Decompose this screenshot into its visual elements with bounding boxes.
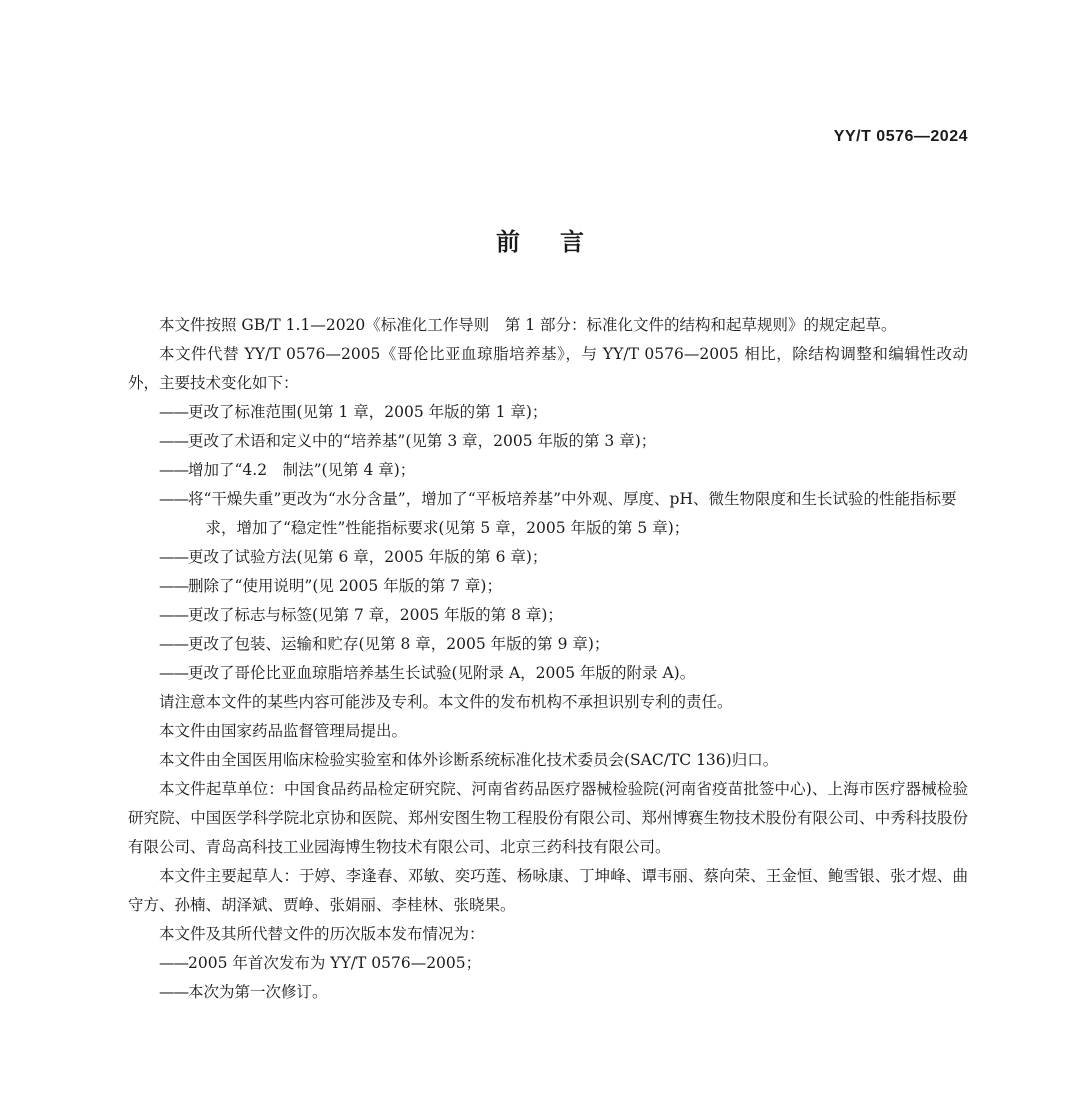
paragraph: 请注意本文件的某些内容可能涉及专利。本文件的发布机构不承担识别专利的责任。 xyxy=(159,693,733,711)
dash-marker: —— xyxy=(159,577,188,595)
change-list-item-text: 更改了试验方法(见第 6 章，2005 年版的第 6 章)； xyxy=(188,548,548,566)
page-title: 前言 xyxy=(496,228,624,256)
change-list-item-text: 增加了“4.2 制法”(见第 4 章)； xyxy=(188,461,416,479)
history-list-item xyxy=(128,949,968,978)
change-list-item xyxy=(128,572,968,601)
history-list-item-text: 本次为第一次修订。 xyxy=(188,983,328,1001)
change-list-item xyxy=(128,456,968,485)
paragraph: 本文件及其所代替文件的历次版本发布情况为： xyxy=(159,925,485,943)
change-list-item-text: 更改了哥伦比亚血琼脂培养基生长试验(见附录 A，2005 年版的附录 A)。 xyxy=(188,664,696,682)
change-list-item xyxy=(128,485,968,543)
dash-marker: —— xyxy=(159,983,188,1001)
change-list-item-text: 删除了“使用说明”(见 2005 年版的第 7 章)； xyxy=(188,577,502,595)
document-body xyxy=(128,311,968,1007)
change-list-item xyxy=(128,659,968,688)
change-list-item-text: 更改了标志与标签(见第 7 章，2005 年版的第 8 章)； xyxy=(188,606,563,624)
change-list-item xyxy=(128,630,968,659)
change-list-item-text: 更改了术语和定义中的“培养基”(见第 3 章，2005 年版的第 3 章)； xyxy=(188,432,657,450)
standard-code: YY/T 0576—2024 xyxy=(833,128,968,145)
dash-marker: —— xyxy=(159,490,188,508)
change-list-item-text: 更改了标准范围(见第 1 章，2005 年版的第 1 章)； xyxy=(188,403,548,421)
dash-marker: —— xyxy=(159,432,188,450)
dash-marker: —— xyxy=(159,461,188,479)
change-list-item xyxy=(128,543,968,572)
history-list-item xyxy=(128,978,968,1007)
paragraph: 本文件由全国医用临床检验实验室和体外诊断系统标准化技术委员会(SAC/TC 136)归口。 xyxy=(159,751,779,769)
dash-marker: —— xyxy=(159,548,188,566)
dash-marker: —— xyxy=(159,664,188,682)
paragraph: 本文件起草单位：中国食品药品检定研究院、河南省药品医疗器械检验院(河南省疫苗批签中心)、上海市医疗器械检验研究院、中国医学科学院北京协和医院、郑州安图生物工程股份有限公司、郑州博赛生物技术股份有限公司、中秀科技股份有限公司、青岛高科技工业园海博生物技术有限公司、北京三药科技有限公司。 xyxy=(128,780,968,856)
history-list-item-text: 2005 年首次发布为 YY/T 0576—2005； xyxy=(188,954,482,972)
dash-marker: —— xyxy=(159,954,188,972)
change-list-item xyxy=(128,601,968,630)
paragraph: 本文件代替 YY/T 0576—2005《哥伦比亚血琼脂培养基》，与 YY/T 0576—2005 相比，除结构调整和编辑性改动外，主要技术变化如下： xyxy=(128,345,968,392)
dash-marker: —— xyxy=(159,606,188,624)
paragraph: 本文件按照 GB/T 1.1—2020《标准化工作导则 第 1 部分：标准化文件的结构和起草规则》的规定起草。 xyxy=(159,316,897,334)
dash-marker: —— xyxy=(159,403,188,421)
change-list-item xyxy=(128,398,968,427)
change-list-item-text: 更改了包装、运输和贮存(见第 8 章，2005 年版的第 9 章)； xyxy=(188,635,610,653)
dash-marker: —— xyxy=(159,635,188,653)
change-list-item-text: 将“干燥失重”更改为“水分含量”，增加了“平板培养基”中外观、厚度、pH、微生物限度和生长试验的性能指标要求，增加了“稳定性”性能指标要求(见第 5 章，2005 年版的第 5 章)； xyxy=(188,490,957,537)
paragraph: 本文件主要起草人：于婷、李逢春、邓敏、奕巧莲、杨咏康、丁坤峰、谭韦丽、蔡向荣、王金恒、鲍雪银、张才煜、曲守方、孙楠、胡泽斌、贾峥、张娟丽、李桂林、张晓果。 xyxy=(128,867,968,914)
paragraph: 本文件由国家药品监督管理局提出。 xyxy=(159,722,408,740)
change-list-item xyxy=(128,427,968,456)
